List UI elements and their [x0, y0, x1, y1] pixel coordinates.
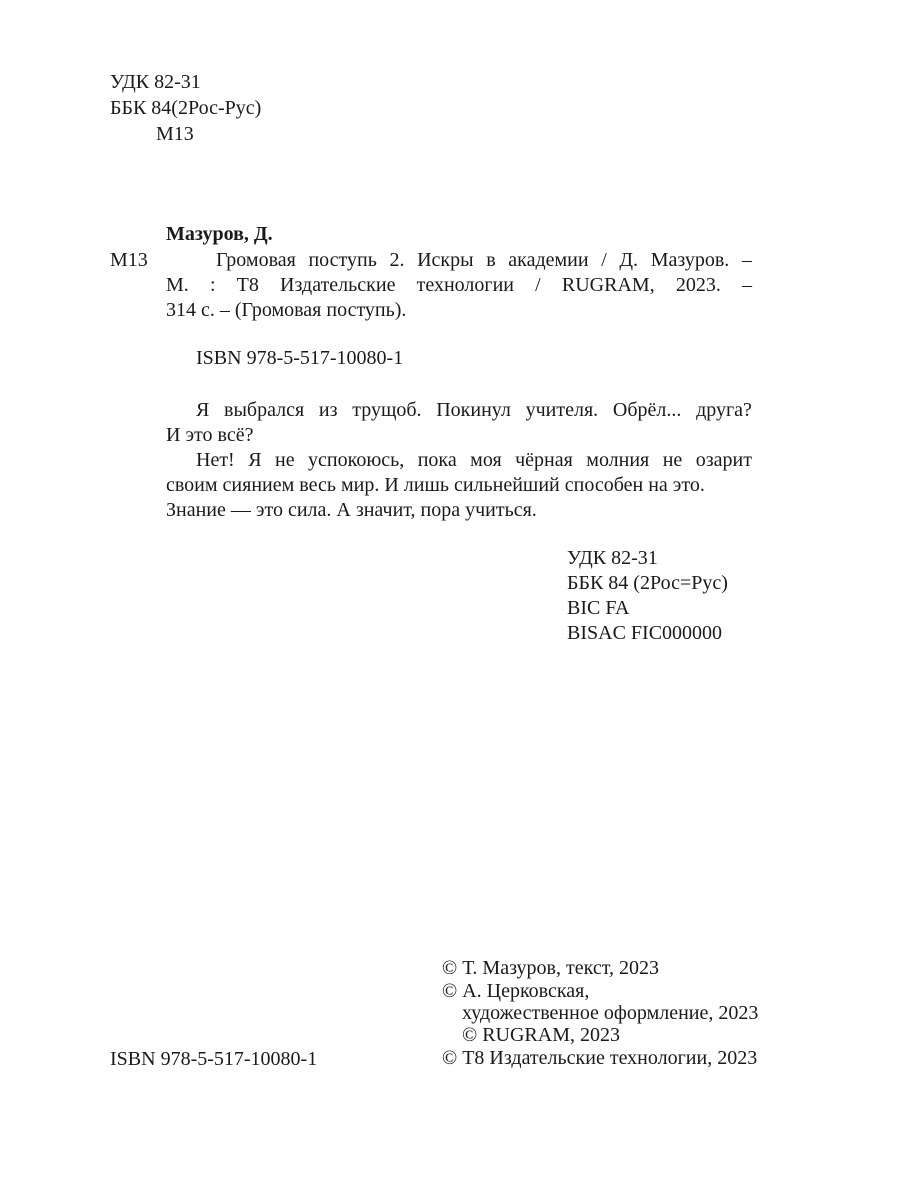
classification-bbk: ББК 84 (2Рос=Рус)	[567, 572, 728, 594]
word: озарит	[695, 449, 752, 471]
word: Искры	[417, 249, 474, 271]
copyright-design-role: художественное оформление, 2023	[462, 1002, 759, 1024]
entry-author-mark: М13	[110, 249, 148, 271]
word: Обрёл...	[612, 399, 682, 421]
word: молния	[586, 449, 650, 471]
annotation-p2-line3: Знание — это сила. А значит, пора учиться.	[166, 499, 537, 521]
word: Я	[196, 399, 210, 421]
word: выбрался	[224, 399, 305, 421]
word: не	[662, 449, 683, 471]
word: учителя.	[525, 399, 599, 421]
word: Мазуров.	[650, 249, 730, 271]
entry-line-1	[216, 248, 752, 272]
annotation-p1-line2: И это всё?	[166, 424, 254, 446]
classification-udk: УДК 82-31	[567, 547, 658, 569]
word: 2.	[389, 249, 405, 271]
word: моя	[470, 449, 502, 471]
author-heading: Мазуров, Д.	[166, 223, 273, 245]
word: Покинул	[436, 399, 511, 421]
word: Я	[248, 449, 262, 471]
classification-bic: BIC FA	[567, 597, 630, 619]
word: –	[741, 249, 752, 271]
entry-isbn: ISBN 978-5-517-10080-1	[196, 347, 404, 369]
header-bbk: ББК 84(2Рос-Рус)	[110, 97, 262, 119]
word: успокоюсь,	[308, 449, 405, 471]
word: М.	[166, 274, 189, 296]
word: пока	[417, 449, 457, 471]
word: Издательские	[280, 274, 396, 296]
word: :	[209, 274, 216, 296]
copyright-design-name: © А. Церковская,	[442, 980, 590, 1002]
annotation-p2-line1	[196, 448, 752, 472]
copyright-text: © Т. Мазуров, текст, 2023	[442, 957, 659, 979]
copyright-t8: © Т8 Издательские технологии, 2023	[442, 1047, 758, 1069]
entry-line-2	[166, 273, 752, 297]
annotation-p2-line2: своим сиянием весь мир. И лишь сильнейший способен на это.	[166, 474, 705, 496]
word: /	[535, 274, 541, 296]
header-author-mark: М13	[156, 123, 194, 145]
word: друга?	[696, 399, 752, 421]
word: в	[486, 249, 496, 271]
word: поступь	[308, 249, 377, 271]
word: технологии	[416, 274, 515, 296]
word: –	[742, 274, 752, 296]
word: чёрная	[515, 449, 573, 471]
word: академии	[508, 249, 589, 271]
entry-line-3: 314 с. – (Громовая поступь).	[166, 299, 407, 321]
header-udk: УДК 82-31	[110, 71, 201, 93]
word: 2023.	[675, 274, 721, 296]
word: Д.	[619, 249, 639, 271]
word: не	[274, 449, 295, 471]
word: Громовая	[216, 249, 296, 271]
footer-isbn: ISBN 978-5-517-10080-1	[110, 1048, 318, 1070]
word: Нет!	[196, 449, 235, 471]
word: Т8	[236, 274, 259, 296]
word: трущоб.	[352, 399, 422, 421]
classification-bisac: BISAC FIC000000	[567, 622, 723, 644]
word: /	[601, 249, 607, 271]
copyright-rugram: © RUGRAM, 2023	[462, 1024, 620, 1046]
word: RUGRAM,	[561, 274, 655, 296]
word: из	[318, 399, 338, 421]
annotation-p1-line1	[196, 398, 752, 422]
